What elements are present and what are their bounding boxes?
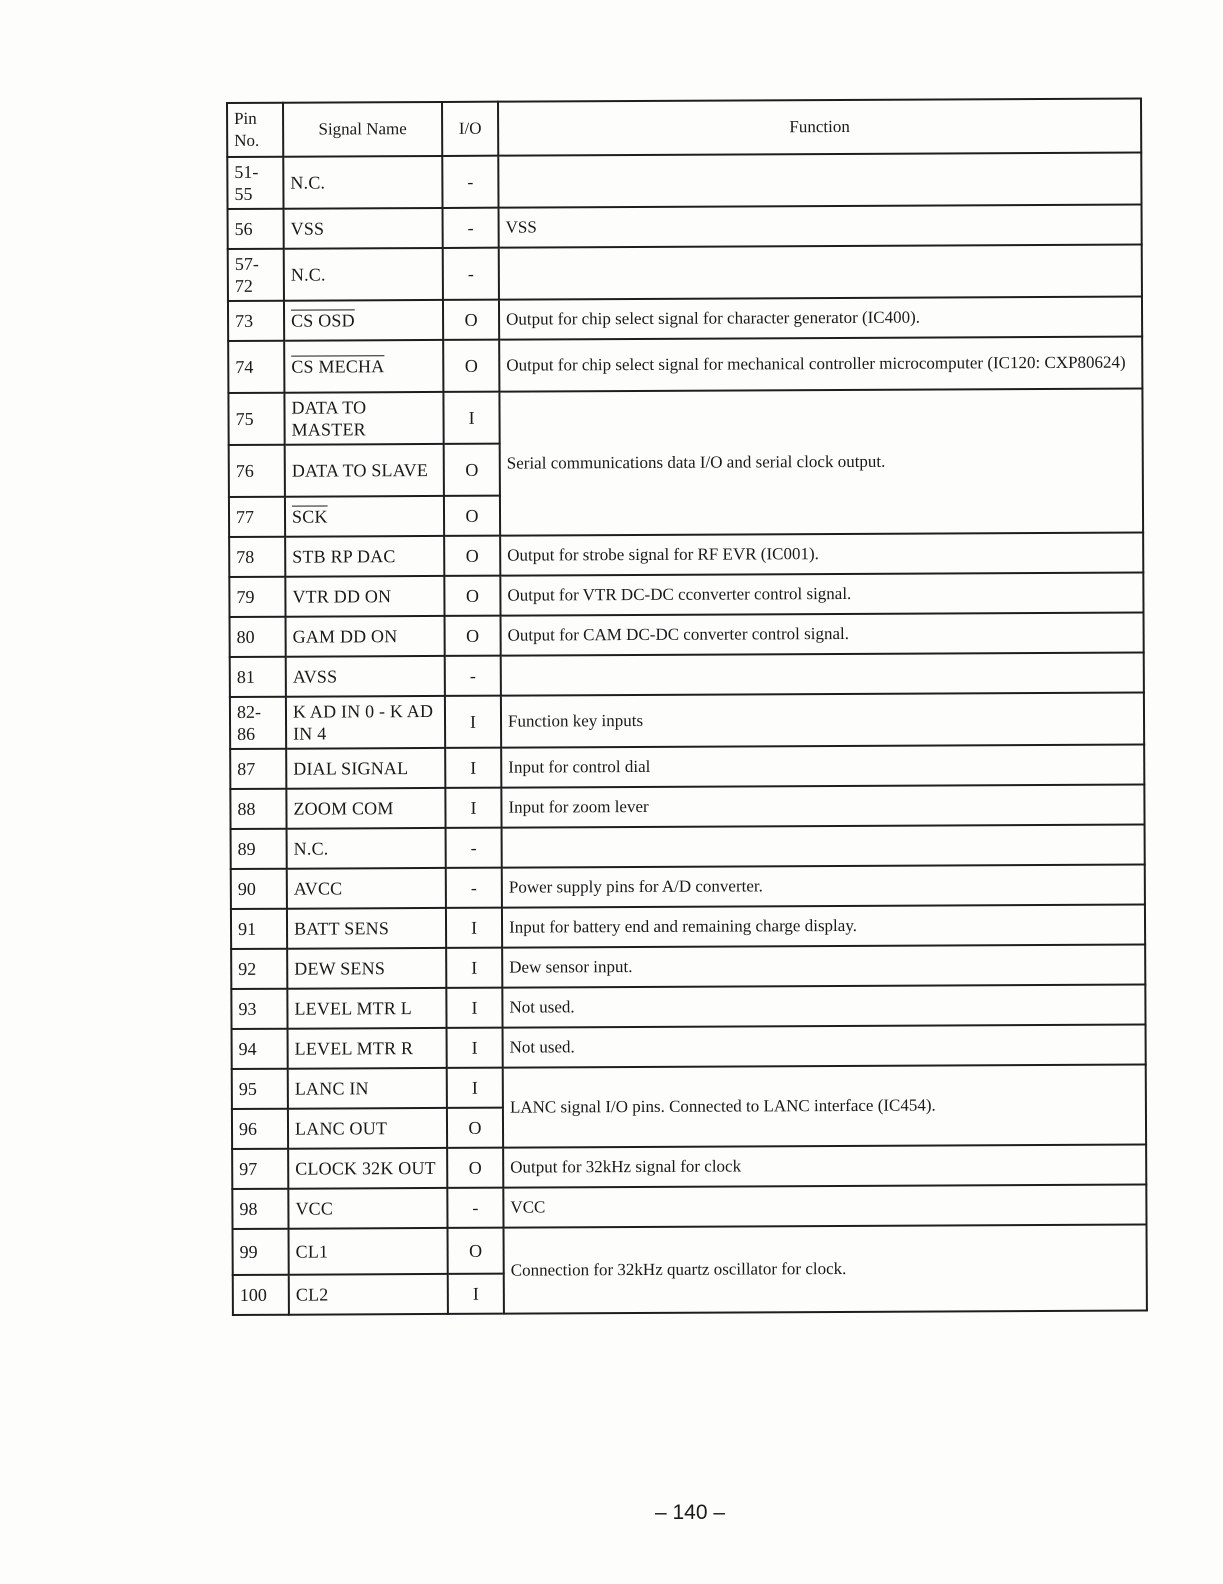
table-row <box>232 1065 1146 1109</box>
function-cell: Connection for 32kHz quartz oscillator for clock. <box>504 1225 1147 1314</box>
pin-cell: 99 <box>233 1229 289 1275</box>
io-cell: - <box>446 828 502 868</box>
signal-cell: $\overline{SCK}$ <box>285 496 444 537</box>
function-cell: Not used. <box>503 1025 1146 1068</box>
signal-cell: K AD IN 0 - K AD IN 4 <box>286 696 445 749</box>
signal-cell: DATA TO SLAVE <box>285 444 444 497</box>
pin-cell: 76 <box>229 445 285 497</box>
io-cell: - <box>443 208 499 248</box>
signal-cell: CL1 <box>289 1228 448 1275</box>
pin-cell: 96 <box>232 1109 288 1149</box>
io-cell: - <box>447 1188 503 1228</box>
pin-cell: 77 <box>229 497 285 537</box>
signal-cell: DEW SENS <box>287 948 446 989</box>
pin-cell: 91 <box>231 909 287 949</box>
pin-cell: 100 <box>233 1275 289 1315</box>
signal-cell: ZOOM COM <box>286 788 445 829</box>
header-pin-no: Pin No. <box>227 103 283 157</box>
table-row <box>228 297 1142 341</box>
io-cell: I <box>446 908 502 948</box>
table-row <box>230 653 1144 697</box>
header-function: Function <box>498 99 1141 156</box>
signal-cell: CS MECHA <box>284 340 443 393</box>
page-number: – 140 – <box>654 1501 726 1524</box>
pin-cell: 88 <box>230 789 286 829</box>
table-row <box>231 905 1145 949</box>
function-cell: Input for battery end and remaining charge display. <box>502 905 1145 948</box>
function-cell: Dew sensor input. <box>502 945 1145 988</box>
signal-cell: AVSS <box>286 656 445 697</box>
table-row <box>233 1225 1147 1275</box>
io-cell: - <box>445 656 501 696</box>
pin-cell: 89 <box>231 829 287 869</box>
signal-cell: LANC OUT <box>288 1108 447 1149</box>
table-row <box>231 825 1145 869</box>
signal-cell: CL2 <box>289 1274 448 1315</box>
function-cell: Output for strobe signal for RF EVR (IC001). <box>500 533 1143 576</box>
pin-cell: 82- 86 <box>230 697 286 749</box>
table-row <box>228 389 1142 445</box>
pin-cell: 78 <box>229 537 285 577</box>
function-cell: Output for chip select signal for mechanical controller microcomputer (IC120: CXP80624) <box>499 337 1142 392</box>
function-cell: Output for 32kHz signal for clock <box>503 1145 1146 1188</box>
pin-cell: 97 <box>232 1149 288 1189</box>
io-cell: O <box>444 444 500 496</box>
io-cell: I <box>445 748 501 788</box>
header-signal-name: Signal Name <box>283 102 442 157</box>
table-row <box>231 985 1145 1029</box>
io-cell: - <box>442 156 498 208</box>
signal-cell: GAM DD ON <box>286 616 445 657</box>
header-io: I/O <box>442 102 498 156</box>
pin-cell: 94 <box>232 1029 288 1069</box>
io-cell: I <box>447 1028 503 1068</box>
function-cell <box>498 153 1141 208</box>
function-cell: Output for chip select signal for character generator (IC400). <box>499 297 1142 340</box>
pin-cell: 57- 72 <box>228 249 284 301</box>
function-cell: Input for zoom lever <box>501 785 1144 828</box>
table-row <box>228 205 1142 249</box>
signal-cell: CS OSD <box>284 300 443 341</box>
signal-cell: DATA TO MASTER <box>284 392 443 445</box>
signal-cell: LEVEL MTR L <box>287 988 446 1029</box>
signal-cell: VTR DD ON <box>285 576 444 617</box>
signal-cell: STB RP DAC <box>285 536 444 577</box>
io-cell: I <box>445 696 501 748</box>
table-row <box>228 337 1142 393</box>
pin-cell: 81 <box>230 657 286 697</box>
pin-function-table <box>226 98 1148 1316</box>
io-cell: - <box>446 868 502 908</box>
pin-cell: 74 <box>228 341 284 393</box>
table-row <box>230 785 1144 829</box>
pin-cell: 75 <box>228 393 284 445</box>
function-cell: Serial communications data I/O and serial clock output. <box>499 389 1143 536</box>
table-row <box>232 1145 1146 1189</box>
signal-cell: AVCC <box>287 868 446 909</box>
signal-cell: N.C. <box>283 156 442 209</box>
signal-cell: BATT SENS <box>287 908 446 949</box>
table-row <box>231 945 1145 989</box>
io-cell: I <box>447 1068 503 1108</box>
signal-cell: N.C. <box>284 248 443 301</box>
signal-cell: VSS <box>284 208 443 249</box>
io-cell: I <box>443 392 499 444</box>
table-row <box>229 573 1143 617</box>
function-cell: VSS <box>499 205 1142 248</box>
pin-cell: 92 <box>231 949 287 989</box>
io-cell: O <box>443 340 499 392</box>
io-cell: O <box>448 1228 504 1274</box>
function-cell: Input for control dial <box>501 745 1144 788</box>
function-cell: Output for VTR DC-DC cconverter control signal. <box>500 573 1143 616</box>
signal-cell: LANC IN <box>288 1068 447 1109</box>
table-row <box>231 865 1145 909</box>
signal-cell: LEVEL MTR R <box>288 1028 447 1069</box>
pin-cell: 79 <box>229 577 285 617</box>
table-header-row <box>227 99 1141 157</box>
table-row <box>227 153 1141 209</box>
pin-cell: 80 <box>230 617 286 657</box>
pin-cell: 93 <box>231 989 287 1029</box>
function-cell: Power supply pins for A/D converter. <box>502 865 1145 908</box>
pin-cell: 73 <box>228 301 284 341</box>
table-row <box>230 693 1144 749</box>
io-cell: I <box>446 948 502 988</box>
io-cell: - <box>443 248 499 300</box>
table-row <box>229 533 1143 577</box>
io-cell: O <box>443 300 499 340</box>
function-cell <box>501 653 1144 696</box>
table-row <box>230 613 1144 657</box>
function-cell <box>502 825 1145 868</box>
table-row <box>232 1025 1146 1069</box>
table-row <box>230 745 1144 789</box>
function-cell: Output for CAM DC-DC converter control signal. <box>501 613 1144 656</box>
function-cell: VCC <box>503 1185 1146 1228</box>
pin-cell: 56 <box>228 209 284 249</box>
function-cell <box>499 245 1142 300</box>
io-cell: I <box>448 1274 504 1314</box>
function-cell: LANC signal I/O pins. Connected to LANC interface (IC454). <box>503 1065 1146 1148</box>
signal-cell: DIAL SIGNAL <box>286 748 445 789</box>
io-cell: O <box>445 616 501 656</box>
signal-cell: N.C. <box>287 828 446 869</box>
pin-cell: 51- 55 <box>227 157 283 209</box>
io-cell: I <box>445 788 501 828</box>
io-cell: O <box>444 536 500 576</box>
pin-cell: 87 <box>230 749 286 789</box>
io-cell: O <box>444 496 500 536</box>
table-row <box>228 245 1142 301</box>
signal-cell: VCC <box>288 1188 447 1229</box>
pin-cell: 98 <box>232 1189 288 1229</box>
io-cell: O <box>444 576 500 616</box>
function-cell: Function key inputs <box>501 693 1144 748</box>
io-cell: I <box>446 988 502 1028</box>
table-row <box>232 1185 1146 1229</box>
pin-cell: 90 <box>231 869 287 909</box>
function-cell: Not used. <box>502 985 1145 1028</box>
pin-cell: 95 <box>232 1069 288 1109</box>
io-cell: O <box>447 1108 503 1148</box>
signal-cell: CLOCK 32K OUT <box>288 1148 447 1189</box>
io-cell: O <box>447 1148 503 1188</box>
